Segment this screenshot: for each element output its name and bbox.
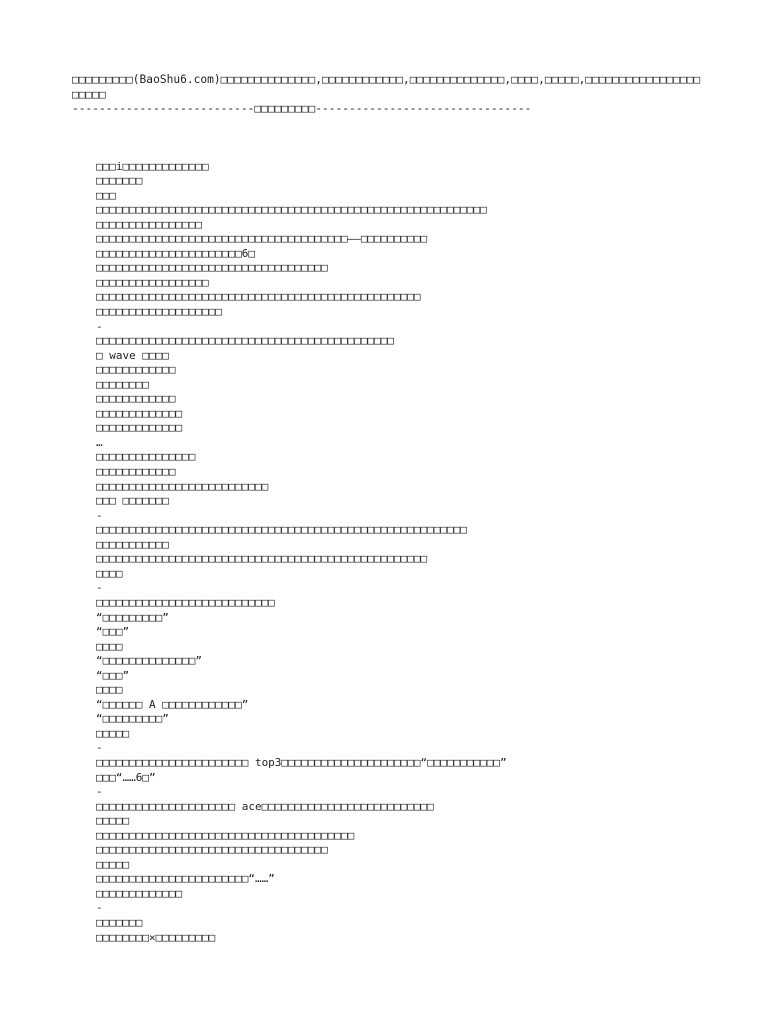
text-line: □□□□□□□□□□□ bbox=[96, 537, 169, 551]
text-line: □□□□□□□□□□□□□□□□□□□□□□□□□□□ bbox=[96, 595, 275, 609]
text-line: □□□□□□□□□□□□□□□□□□□□□□□□□□□□□□□□□□□□□□——□□□□□□□□□□ bbox=[96, 232, 428, 246]
document-body bbox=[96, 145, 736, 945]
text-line: □□□□□□□□□□□□□□□□□□□□□□□□□□□□□□□□□□□□□□□□□□□□□ bbox=[96, 334, 395, 348]
text-line: □□□□□ bbox=[96, 726, 130, 740]
text-line: □□□□□□□□□□□□□□□□ bbox=[96, 217, 202, 231]
text-line: □□□□□□□□□□□□□□□□□□□□□□□□□□□□□□□□□□□□□□□□□□□□□□□□□□□□□□□□□□□ bbox=[96, 203, 487, 217]
header-separator: ---------------------------□□□□□□□□□-------------------------------- bbox=[72, 102, 532, 115]
text-line: □□□□□□□□□□□□□□□□□□□□□□□□□□□□□□□□□□□ bbox=[96, 261, 328, 275]
text-line: □□□□□□□□□□□□□□□ bbox=[96, 450, 196, 464]
text-line: □□□□□ bbox=[96, 857, 130, 871]
text-line: □□□□ bbox=[96, 639, 123, 653]
text-line: “□□□□□□□□□□□□□□” bbox=[96, 654, 202, 668]
text-line: □□□□□□□□□□□□□ bbox=[96, 886, 183, 900]
separator-dash: - bbox=[96, 319, 103, 333]
text-line: □□□□□□□□□□□□□□□□□□□□□□□□□□□□□□□□□□□ bbox=[96, 843, 328, 857]
separator-dash: - bbox=[96, 785, 103, 799]
text-line: “□□□□□□ A □□□□□□□□□□□□” bbox=[96, 697, 249, 711]
text-line: □□□□□□□□□□□□□□□□□□□□□□□□□□□□□□□□□□□□□□□□□□□□□□□□□□ bbox=[96, 552, 428, 566]
text-line: □□□□□□□□□□□□ bbox=[96, 392, 176, 406]
separator-dash: - bbox=[96, 901, 103, 915]
text-line: □□□□ bbox=[96, 683, 123, 697]
text-line: □□□ bbox=[96, 188, 116, 202]
text-line: □□□□□□□□□□□□□□□□□□□□□□□□□□□□□□□□□□□□□□□□□□□□□□□□□ bbox=[96, 290, 421, 304]
text-line: □□□□□□□□□□□□□ bbox=[96, 421, 183, 435]
text-line: “□□□□□□□□□” bbox=[96, 712, 169, 726]
text-line: “□□□□□□□□□” bbox=[96, 610, 169, 624]
text-line: □□□□□□□□□□□□□ bbox=[96, 406, 183, 420]
text-line: □□□□□□□□□□□□□□□□□□□□□□□□□□□□□□□□□□□□□□□ bbox=[96, 828, 355, 842]
text-line: □□□□□□□□□□□□ bbox=[96, 465, 176, 479]
separator-dash: - bbox=[96, 581, 103, 595]
separator-dash: - bbox=[96, 741, 103, 755]
text-line: … bbox=[96, 435, 103, 449]
text-line: □□□□□□□□□□□□□□□□□□□ bbox=[96, 305, 222, 319]
text-line: □□□□□ bbox=[96, 814, 130, 828]
text-line: “□□□” bbox=[96, 668, 130, 682]
text-line: □ wave □□□□ bbox=[96, 348, 169, 362]
header-notice-line-2: □□□□□ bbox=[72, 88, 106, 101]
text-line: □□□□□□□□□□□□□□□□□□□□□□□□□□ bbox=[96, 479, 269, 493]
text-line: □□□“……6□” bbox=[96, 770, 156, 784]
text-line: □□□□□□□□□□□□□□□□□□□□□ ace□□□□□□□□□□□□□□□□□□□□□□□□□□ bbox=[96, 799, 434, 813]
text-line: □□□□□□□□ bbox=[96, 377, 149, 391]
text-line: □□□ □□□□□□□ bbox=[96, 494, 169, 508]
text-line: □□□□□□□□□□□□□□□□□□□□□□6□ bbox=[96, 246, 255, 260]
text-line: □□□□□□□□×□□□□□□□□□ bbox=[96, 930, 216, 944]
text-line: □□□□□□□ bbox=[96, 915, 143, 929]
text-line bbox=[96, 145, 736, 160]
text-line: □□□□□□□□□□□□□□□□□□□□□□□ top3□□□□□□□□□□□□□□□□□□□□□“□□□□□□□□□□□” bbox=[96, 755, 507, 769]
text-line: “□□□” bbox=[96, 625, 130, 639]
text-line: □□□□□□□□□□□□□□□□□□□□□□□□□□□□□□□□□□□□□□□□□□□□□□□□□□□□□□□□ bbox=[96, 523, 467, 537]
text-line: □□□□□□□□□□□□□□□□□ bbox=[96, 275, 209, 289]
header-notice-line-1: □□□□□□□□□(BaoShu6.com)□□□□□□□□□□□□□□,□□□□□□□□□□□□,□□□□□□□□□□□□□□,□□□□,□□□□□,□□□□□□□□□□□□□□□□□ bbox=[72, 73, 701, 86]
text-line: □□□□ bbox=[96, 566, 123, 580]
text-line: □□□i□□□□□□□□□□□□□ bbox=[96, 159, 209, 173]
separator-dash: - bbox=[96, 508, 103, 522]
text-line: □□□□□□□□□□□□ bbox=[96, 363, 176, 377]
text-line: □□□□□□□□□□□□□□□□□□□□□□□“……” bbox=[96, 872, 275, 886]
text-line: □□□□□□□ bbox=[96, 174, 143, 188]
